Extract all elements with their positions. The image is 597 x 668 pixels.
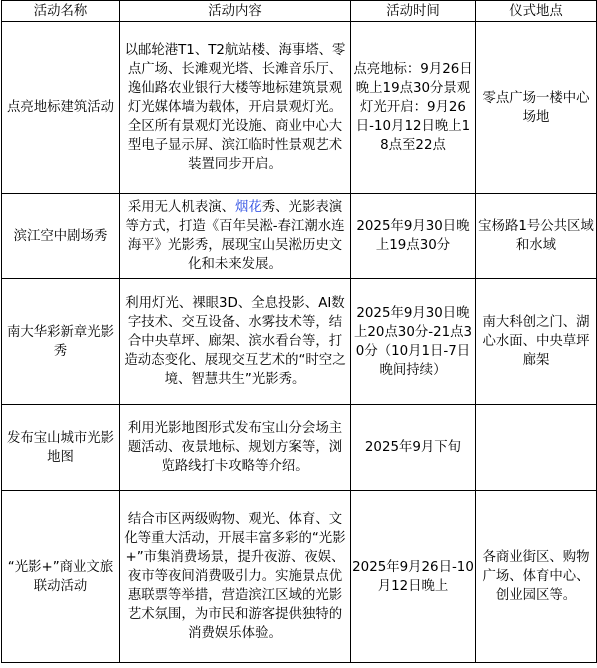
content-text: 秀、光影表演等方式，打造《百年吴淞-春江潮水连海平》光影秀，展现宝山吴淞历史文化和未来发展。	[125, 200, 345, 272]
activity-name-cell: 南大华彩新章光影秀	[2, 279, 120, 405]
activity-time-cell: 2025年9月30日晚上20点30分-21点30分（10月1日-7日晚间持续）	[351, 279, 476, 405]
activity-time-cell: 2025年9月30日晚上19点30分	[351, 194, 476, 279]
table-row	[2, 194, 597, 279]
activity-time-cell: 2025年9月26日-10月12日晚上	[351, 491, 476, 663]
activity-time-cell: 2025年9月下旬	[351, 405, 476, 491]
table-row	[2, 491, 597, 663]
ceremony-location-cell: 各商业街区、购物广场、体育中心、创业园区等。	[476, 491, 597, 663]
activity-content-cell: 结合市区两级购物、观光、体育、文化等重大活动，开展丰富多彩的“光影+”市集消费场景，提升夜游、夜娱、夜市等夜间消费吸引力。实施景点优惠联票等举措，营造滨江区域的光影艺术氛围，为市民和游客提供独特的消费娱乐体验。	[120, 491, 351, 663]
header-activity-time: 活动时间	[351, 1, 476, 22]
activity-content-cell: 以邮轮港T1、T2航站楼、海事塔、零点广场、长滩观光塔、长滩音乐厅、逸仙路农业银行大楼等地标建筑景观灯光媒体墙为载体，开启景观灯光。全区所有景观灯光设施、商业中心大型电子显示屏、滨江临时性景观艺术装置同步开启。	[120, 22, 351, 194]
header-activity-content: 活动内容	[120, 1, 351, 22]
ceremony-location-cell: 宝杨路1号公共区域和水域	[476, 194, 597, 279]
header-row	[2, 1, 597, 22]
events-table	[1, 0, 597, 663]
activity-time-cell: 点亮地标：9月26日晚上19点30分景观灯光开启：9月26日-10月12日晚上18点至22点	[351, 22, 476, 194]
activity-name-cell: 滨江空中剧场秀	[2, 194, 120, 279]
activity-content-cell: 利用光影地图形式发布宝山分会场主题活动、夜景地标、规划方案等，浏览路线打卡攻略等介绍。	[120, 405, 351, 491]
activity-name-cell: 发布宝山城市光影地图	[2, 405, 120, 491]
ceremony-location-cell: 零点广场一楼中心场地	[476, 22, 597, 194]
ceremony-location-cell: 南大科创之门、湖心水面、中央草坪廊架	[476, 279, 597, 405]
header-ceremony-location: 仪式地点	[476, 1, 597, 22]
table-row	[2, 405, 597, 491]
activity-name-cell: 点亮地标建筑活动	[2, 22, 120, 194]
ceremony-location-cell	[476, 405, 597, 491]
fireworks-link[interactable]: 烟花	[235, 200, 262, 215]
activity-content-cell: 利用灯光、裸眼3D、全息投影、AI数字技术、交互设备、水雾技术等，结合中央草坪、廊架、滨水看台等，打造动态变化、展现交互艺术的“时空之境、智慧共生”光影秀。	[120, 279, 351, 405]
activity-name-cell: “光影+”商业文旅联动活动	[2, 491, 120, 663]
content-text: 采用无人机表演、	[127, 200, 235, 215]
table-row	[2, 22, 597, 194]
table-row	[2, 279, 597, 405]
header-activity-name: 活动名称	[2, 1, 120, 22]
activity-content-cell	[120, 194, 351, 279]
